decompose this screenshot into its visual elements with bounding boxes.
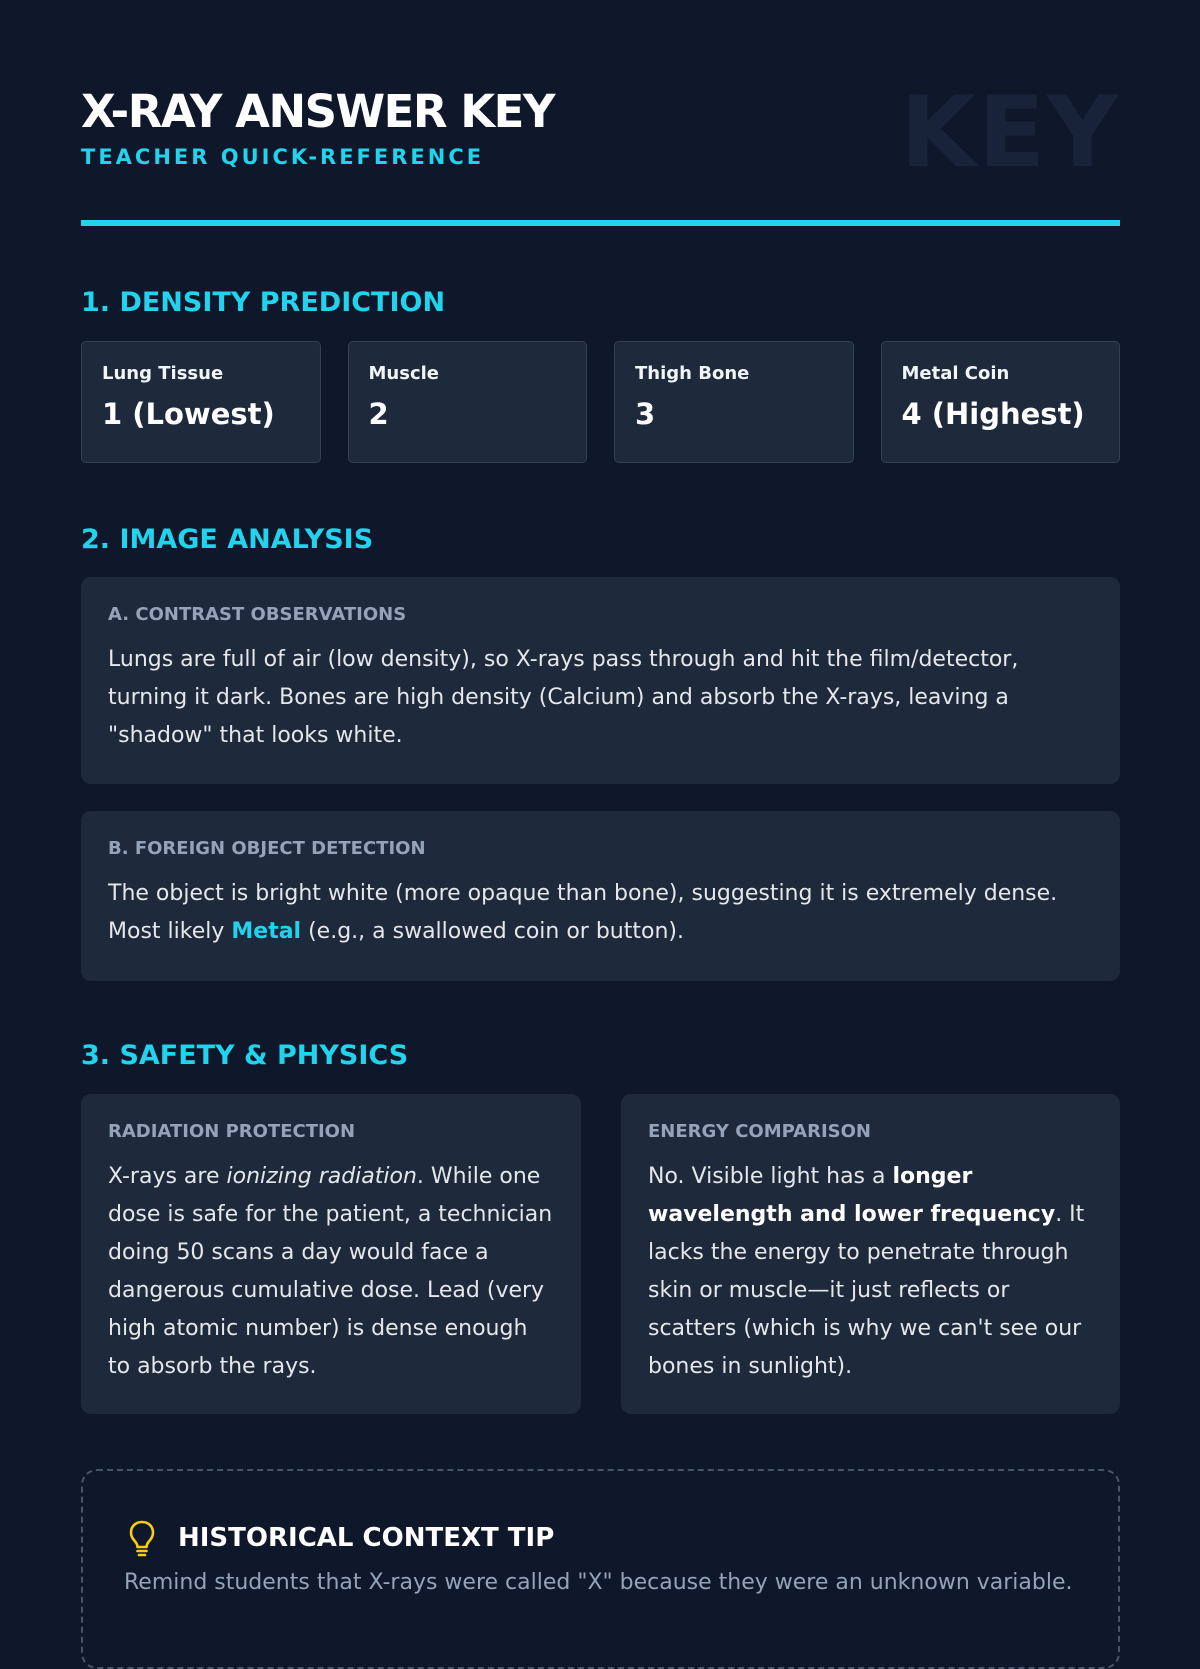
density-label: Muscle	[368, 363, 439, 384]
text-segment: No. Visible light has a	[648, 1164, 893, 1189]
header-divider	[81, 220, 1120, 226]
density-label: Lung Tissue	[102, 363, 224, 384]
watermark: KEY	[900, 76, 1120, 190]
panel-text	[648, 1158, 1093, 1386]
panel-label: A. CONTRAST OBSERVATIONS	[108, 604, 407, 625]
tip-text: Remind students that X-rays were called "X" because they were an unknown variable.	[124, 1570, 1073, 1595]
strong-wavelength: longer wavelength and lower frequency	[648, 1164, 1056, 1227]
answer-key-page	[81, 0, 1120, 1595]
panel-text: Lungs are full of air (low density), so X-rays pass through and hit the film/detector, turning it dark. Bones are high density (Calcium) and absorb the X-rays, leaving a "shadow" that looks white.	[108, 647, 1019, 748]
section-heading-analysis: 2. IMAGE ANALYSIS	[81, 524, 374, 555]
emphasis-ionizing: ionizing radiation	[226, 1164, 417, 1189]
panel-label: B. FOREIGN OBJECT DETECTION	[108, 838, 426, 859]
highlight-metal: Metal	[231, 919, 302, 944]
density-card-metal-coin	[881, 341, 1121, 463]
density-value: 4 (Highest)	[901, 397, 1085, 431]
page-subtitle: TEACHER QUICK-REFERENCE	[81, 145, 485, 169]
text-segment: . It lacks the energy to penetrate through skin or muscle—it just reflects or scatters (which is why we can't see our bones in sunlight).	[648, 1202, 1085, 1379]
density-value: 2	[368, 397, 389, 431]
text-segment: . While one dose is safe for the patient, a technician doing 50 scans a day would face a dangerous cumulative dose. Lead (very high atomic number) is dense enough to absorb the rays.	[108, 1164, 553, 1379]
tip-title: HISTORICAL CONTEXT TIP	[178, 1523, 555, 1553]
section-heading-safety: 3. SAFETY & PHYSICS	[81, 1040, 409, 1071]
header	[81, 0, 1120, 228]
text-segment: (e.g., a swallowed coin or button).	[301, 919, 684, 944]
panel-text	[108, 1158, 554, 1386]
density-label: Thigh Bone	[635, 363, 750, 384]
density-card-thigh-bone	[614, 341, 854, 463]
panel-label: ENERGY COMPARISON	[648, 1121, 871, 1142]
contrast-observations-panel	[81, 577, 1120, 784]
density-card-muscle	[348, 341, 588, 463]
lightbulb-icon	[127, 1519, 157, 1559]
section-heading-density: 1. DENSITY PREDICTION	[81, 287, 446, 318]
density-cards	[81, 341, 1120, 463]
density-value: 1 (Lowest)	[102, 397, 275, 431]
panel-label: RADIATION PROTECTION	[108, 1121, 356, 1142]
density-card-lung	[81, 341, 321, 463]
density-label: Metal Coin	[901, 363, 1010, 384]
text-segment: The object is bright white (more opaque than bone), suggesting it is extremely dense. Most likely	[108, 881, 1058, 944]
panel-text	[108, 875, 1093, 951]
historical-tip-box	[81, 1469, 1120, 1669]
foreign-object-panel	[81, 811, 1120, 981]
page-title: X-RAY ANSWER KEY	[81, 85, 554, 138]
text-segment: X-rays are	[108, 1164, 227, 1189]
energy-comparison-panel	[621, 1094, 1120, 1414]
radiation-protection-panel	[81, 1094, 581, 1414]
density-value: 3	[635, 397, 656, 431]
